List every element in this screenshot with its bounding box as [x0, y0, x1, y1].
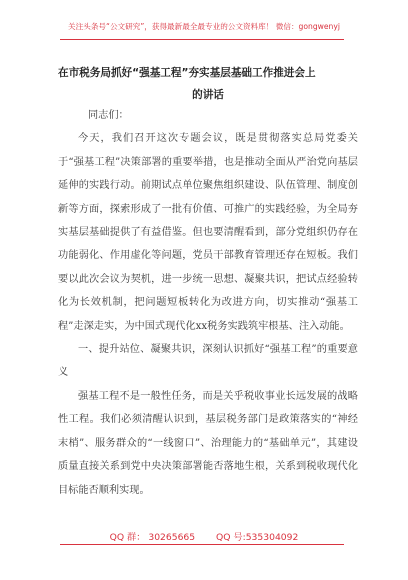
header-banner: 关注头条号“公文研究”，获得最新最全最专业的公文资料库！ 微信：gongwenyj: [68, 22, 340, 31]
document-title: [58, 62, 358, 106]
footer-contact: [0, 529, 408, 543]
salutation: 同志们：: [88, 110, 129, 121]
header-divider: [60, 39, 344, 40]
footer-divider: [60, 544, 344, 545]
footer-qq-number: QQ 号:535304092: [216, 532, 299, 543]
document-body: [58, 104, 358, 502]
section-heading-1: 一、提升站位、凝聚共识，深刻认识抓好“强基工程”的重要意义: [58, 344, 358, 379]
paragraph-opening: 今天，我们召开这次专题会议，既是贯彻落实总局党委关于“强基工程”决策部署的重要举措，也是推动全面从严治党向基层延伸的实践行动。前期试点单位聚焦组织建设、队伍管理、制度创新等方面，探索形成了一批有价值、可推广的实践经验，为全局夯实基层基础提供了有益借鉴。但也要清醒看到，部分党组织仍存在功能弱化、作用虚化等问题，党员干部教育管理还存在短板。我们要以此次会议为契机，进一步统一思想、凝聚共识，把试点经验转化为长效机制，把问题短板转化为改进方向，切实推动“强基工程”走深走实，为中国式现代化xx税务实践筑牢根基、注入动能。: [58, 133, 358, 332]
footer-qq-group: QQ 群： 30265665: [109, 532, 196, 543]
paragraph-section-1: 强基工程不是一般性任务，而是关乎税收事业长远发展的战略性工程。我们必须清醒认识到，基层税务部门是政策落实的“神经末梢”、服务群众的“一线窗口”、治理能力的“基础单元”，其建设质量直接关系到党中央决策部署能否落地生根，关系到税收现代化目标能否顺利实现。: [58, 390, 358, 496]
document-title-line-2: 的讲话: [192, 89, 224, 101]
document-title-line-1: 在市税务局抓好“强基工程”夯实基层基础工作推进会上: [58, 67, 316, 79]
